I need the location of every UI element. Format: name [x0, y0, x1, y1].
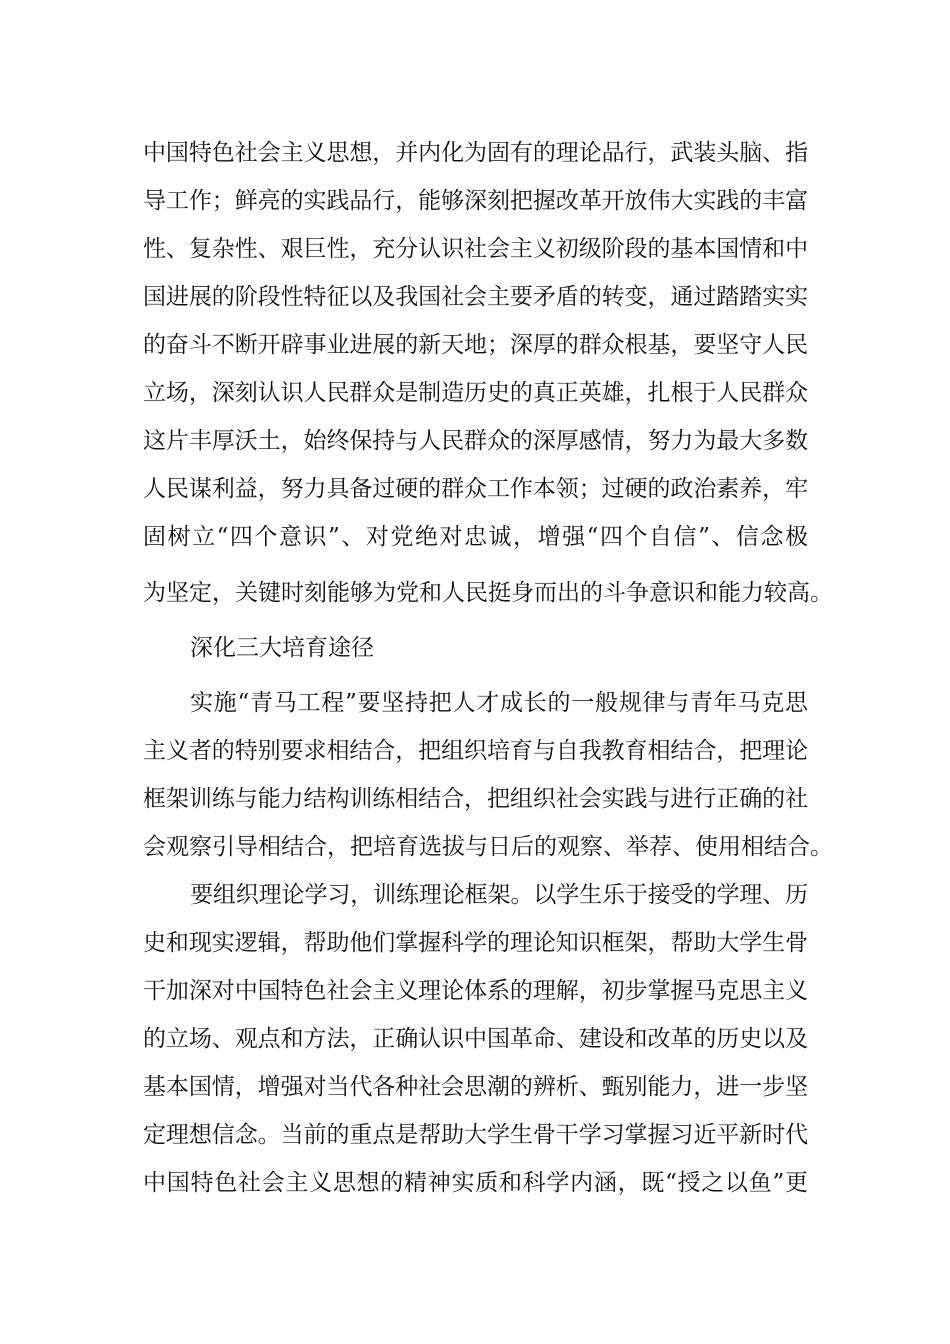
paragraph-line: 固树立“四个意识”、对党绝对忠诚，增强“四个自信”、信念极	[143, 524, 808, 550]
paragraph-line: 导工作；鲜亮的实践品行，能够深刻把握改革开放伟大实践的丰富	[143, 188, 808, 214]
paragraph-line: 实施“青马工程”要坚持把人才成长的一般规律与青年马克思	[190, 690, 808, 716]
paragraph-line: 为坚定，关键时刻能够为党和人民挺身而出的斗争意识和能力较高。	[143, 580, 833, 606]
paragraph-line: 定理想信念。当前的重点是帮助大学生骨干学习掌握习近平新时代	[143, 1122, 808, 1148]
section-heading: 深化三大培育途径	[190, 635, 374, 661]
paragraph-line: 基本国情，增强对当代各种社会思潮的辨析、甄别能力，进一步坚	[143, 1074, 808, 1100]
paragraph-line: 中国特色社会主义思想，并内化为固有的理论品行，武装头脑、指	[143, 140, 808, 166]
paragraph-line: 中国特色社会主义思想的精神实质和科学内涵，既“授之以鱼”更	[143, 1170, 808, 1196]
paragraph-line: 立场，深刻认识人民群众是制造历史的真正英雄，扎根于人民群众	[143, 380, 808, 406]
paragraph-line: 史和现实逻辑，帮助他们掌握科学的理论知识框架，帮助大学生骨	[143, 930, 808, 956]
paragraph-line: 框架训练与能力结构训练相结合，把组织社会实践与进行正确的社	[143, 786, 808, 812]
paragraph-line: 的奋斗不断开辟事业进展的新天地；深厚的群众根基，要坚守人民	[143, 332, 808, 358]
paragraph-line: 的立场、观点和方法，正确认识中国革命、建设和改革的历史以及	[143, 1026, 808, 1052]
paragraph-line: 要组织理论学习，训练理论框架。以学生乐于接受的学理、历	[190, 882, 809, 908]
paragraph-line: 干加深对中国特色社会主义理论体系的理解，初步掌握马克思主义	[143, 978, 808, 1004]
paragraph-line: 人民谋利益，努力具备过硬的群众工作本领；过硬的政治素养，牢	[143, 476, 808, 502]
paragraph-line: 国进展的阶段性特征以及我国社会主要矛盾的转变，通过踏踏实实	[143, 284, 808, 310]
paragraph-line: 这片丰厚沃土，始终保持与人民群众的深厚感情，努力为最大多数	[143, 428, 808, 454]
paragraph-line: 性、复杂性、艰巨性，充分认识社会主义初级阶段的基本国情和中	[143, 236, 808, 262]
paragraph-line: 主义者的特别要求相结合，把组织培育与自我教育相结合，把理论	[143, 738, 808, 764]
paragraph-line: 会观察引导相结合，把培育选拔与日后的观察、举荐、使用相结合。	[143, 834, 833, 860]
